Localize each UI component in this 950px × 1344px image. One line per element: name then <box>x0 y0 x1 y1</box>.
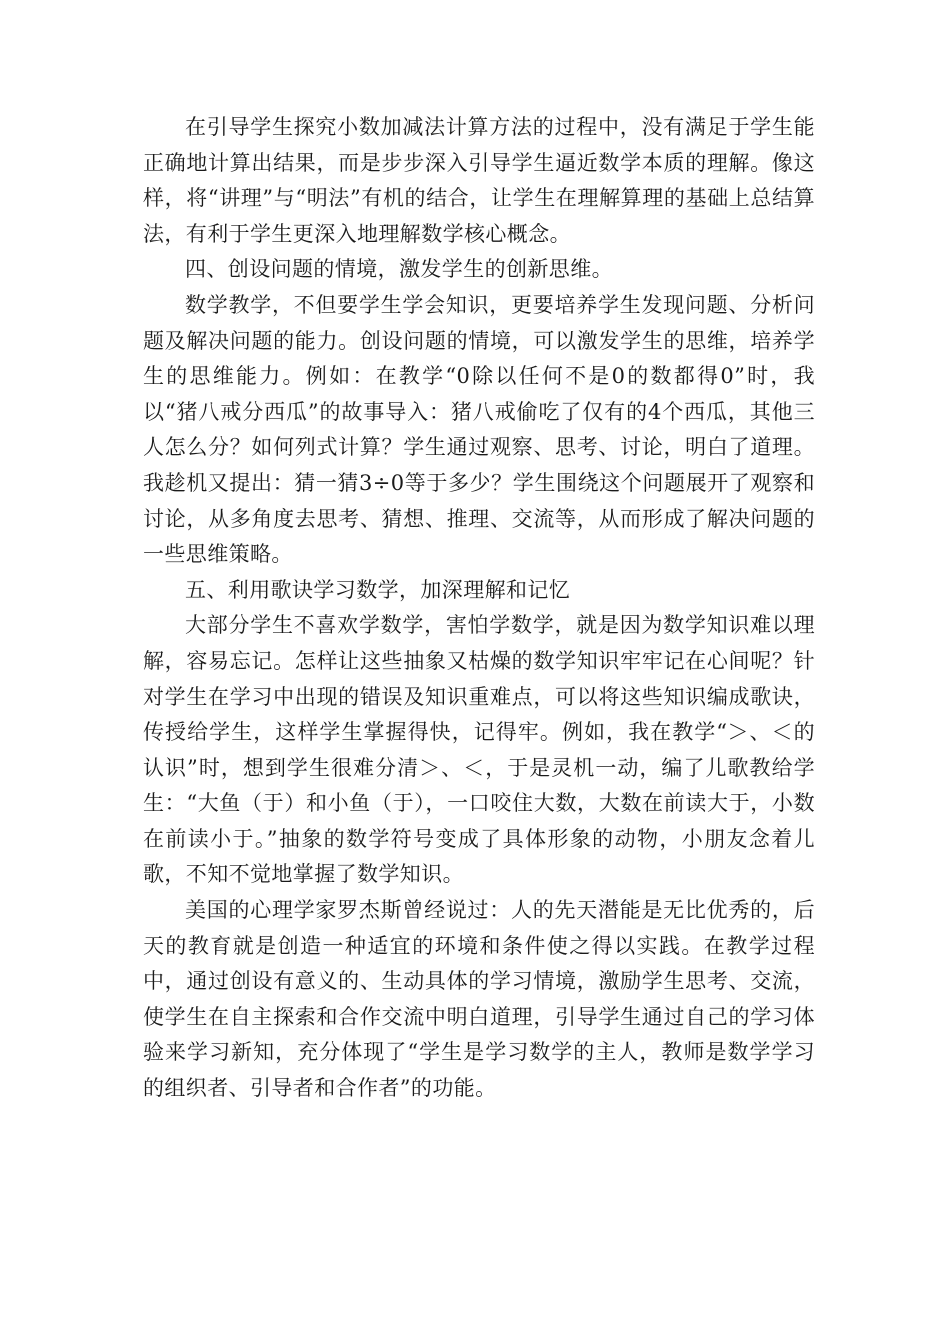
document-body <box>143 110 815 1107</box>
section-heading-5: 五、利用歌诀学习数学，加深理解和记忆 <box>185 577 571 602</box>
section-heading-4: 四、创设问题的情境，激发学生的创新思维。 <box>185 257 613 282</box>
paragraph-problem-situation: 数学教学，不但要学生学会知识，更要培养学生发现问题、分析问题及解决问题的能力。创设问题的情境，可以激发学生的思维，培养学生的思维能力。例如：在教学“0除以任何不是0的数都得0”时，我以“猪八戒分西瓜”的故事导入：猪八戒偷吃了仅有的4个西瓜，其他三人怎么分？如何列式计算？学生通过观察、思考、讨论，明白了道理。我趁机又提出：猜一猜3÷0等于多少？学生围绕这个问题展开了观察和讨论，从多角度去思考、猜想、推理、交流等，从而形成了解决问题的一些思维策略。 <box>143 292 815 567</box>
paragraph-algorithm-summary: 在引导学生探究小数加减法计算方法的过程中，没有满足于学生能正确地计算出结果，而是步步深入引导学生逼近数学本质的理解。像这样，将“讲理”与“明法”有机的结合，让学生在理解算理的基础上总结算法，有利于学生更深入地理解数学核心概念。 <box>143 115 815 246</box>
paragraph-rhyme-learning: 大部分学生不喜欢学数学，害怕学数学，就是因为数学知识难以理解，容易忘记。怎样让这些抽象又枯燥的数学知识牢牢记在心间呢？针对学生在学习中出现的错误及知识重难点，可以将这些知识编成歌诀，传授给学生，这样学生掌握得快，记得牢。例如，我在教学“＞、＜的认识”时，想到学生很难分清＞、＜，于是灵机一动，编了儿歌教给学生：“大鱼（于）和小鱼（于），一口咬住大数，大数在前读大于，小数在前读小于。”抽象的数学符号变成了具体形象的动物，小朋友念着儿歌，不知不觉地掌握了数学知识。 <box>143 613 815 887</box>
paragraph-conclusion: 美国的心理学家罗杰斯曾经说过：人的先天潜能是无比优秀的，后天的教育就是创造一种适宜的环境和条件使之得以实践。在教学过程中，通过创设有意义的、生动具体的学习情境，激励学生思考、交流，使学生在自主探索和合作交流中明白道理，引导学生通过自己的学习体验来学习新知，充分体现了“学生是学习数学的主人，教师是数学学习的组织者、引导者和合作者”的功能。 <box>143 898 815 1101</box>
